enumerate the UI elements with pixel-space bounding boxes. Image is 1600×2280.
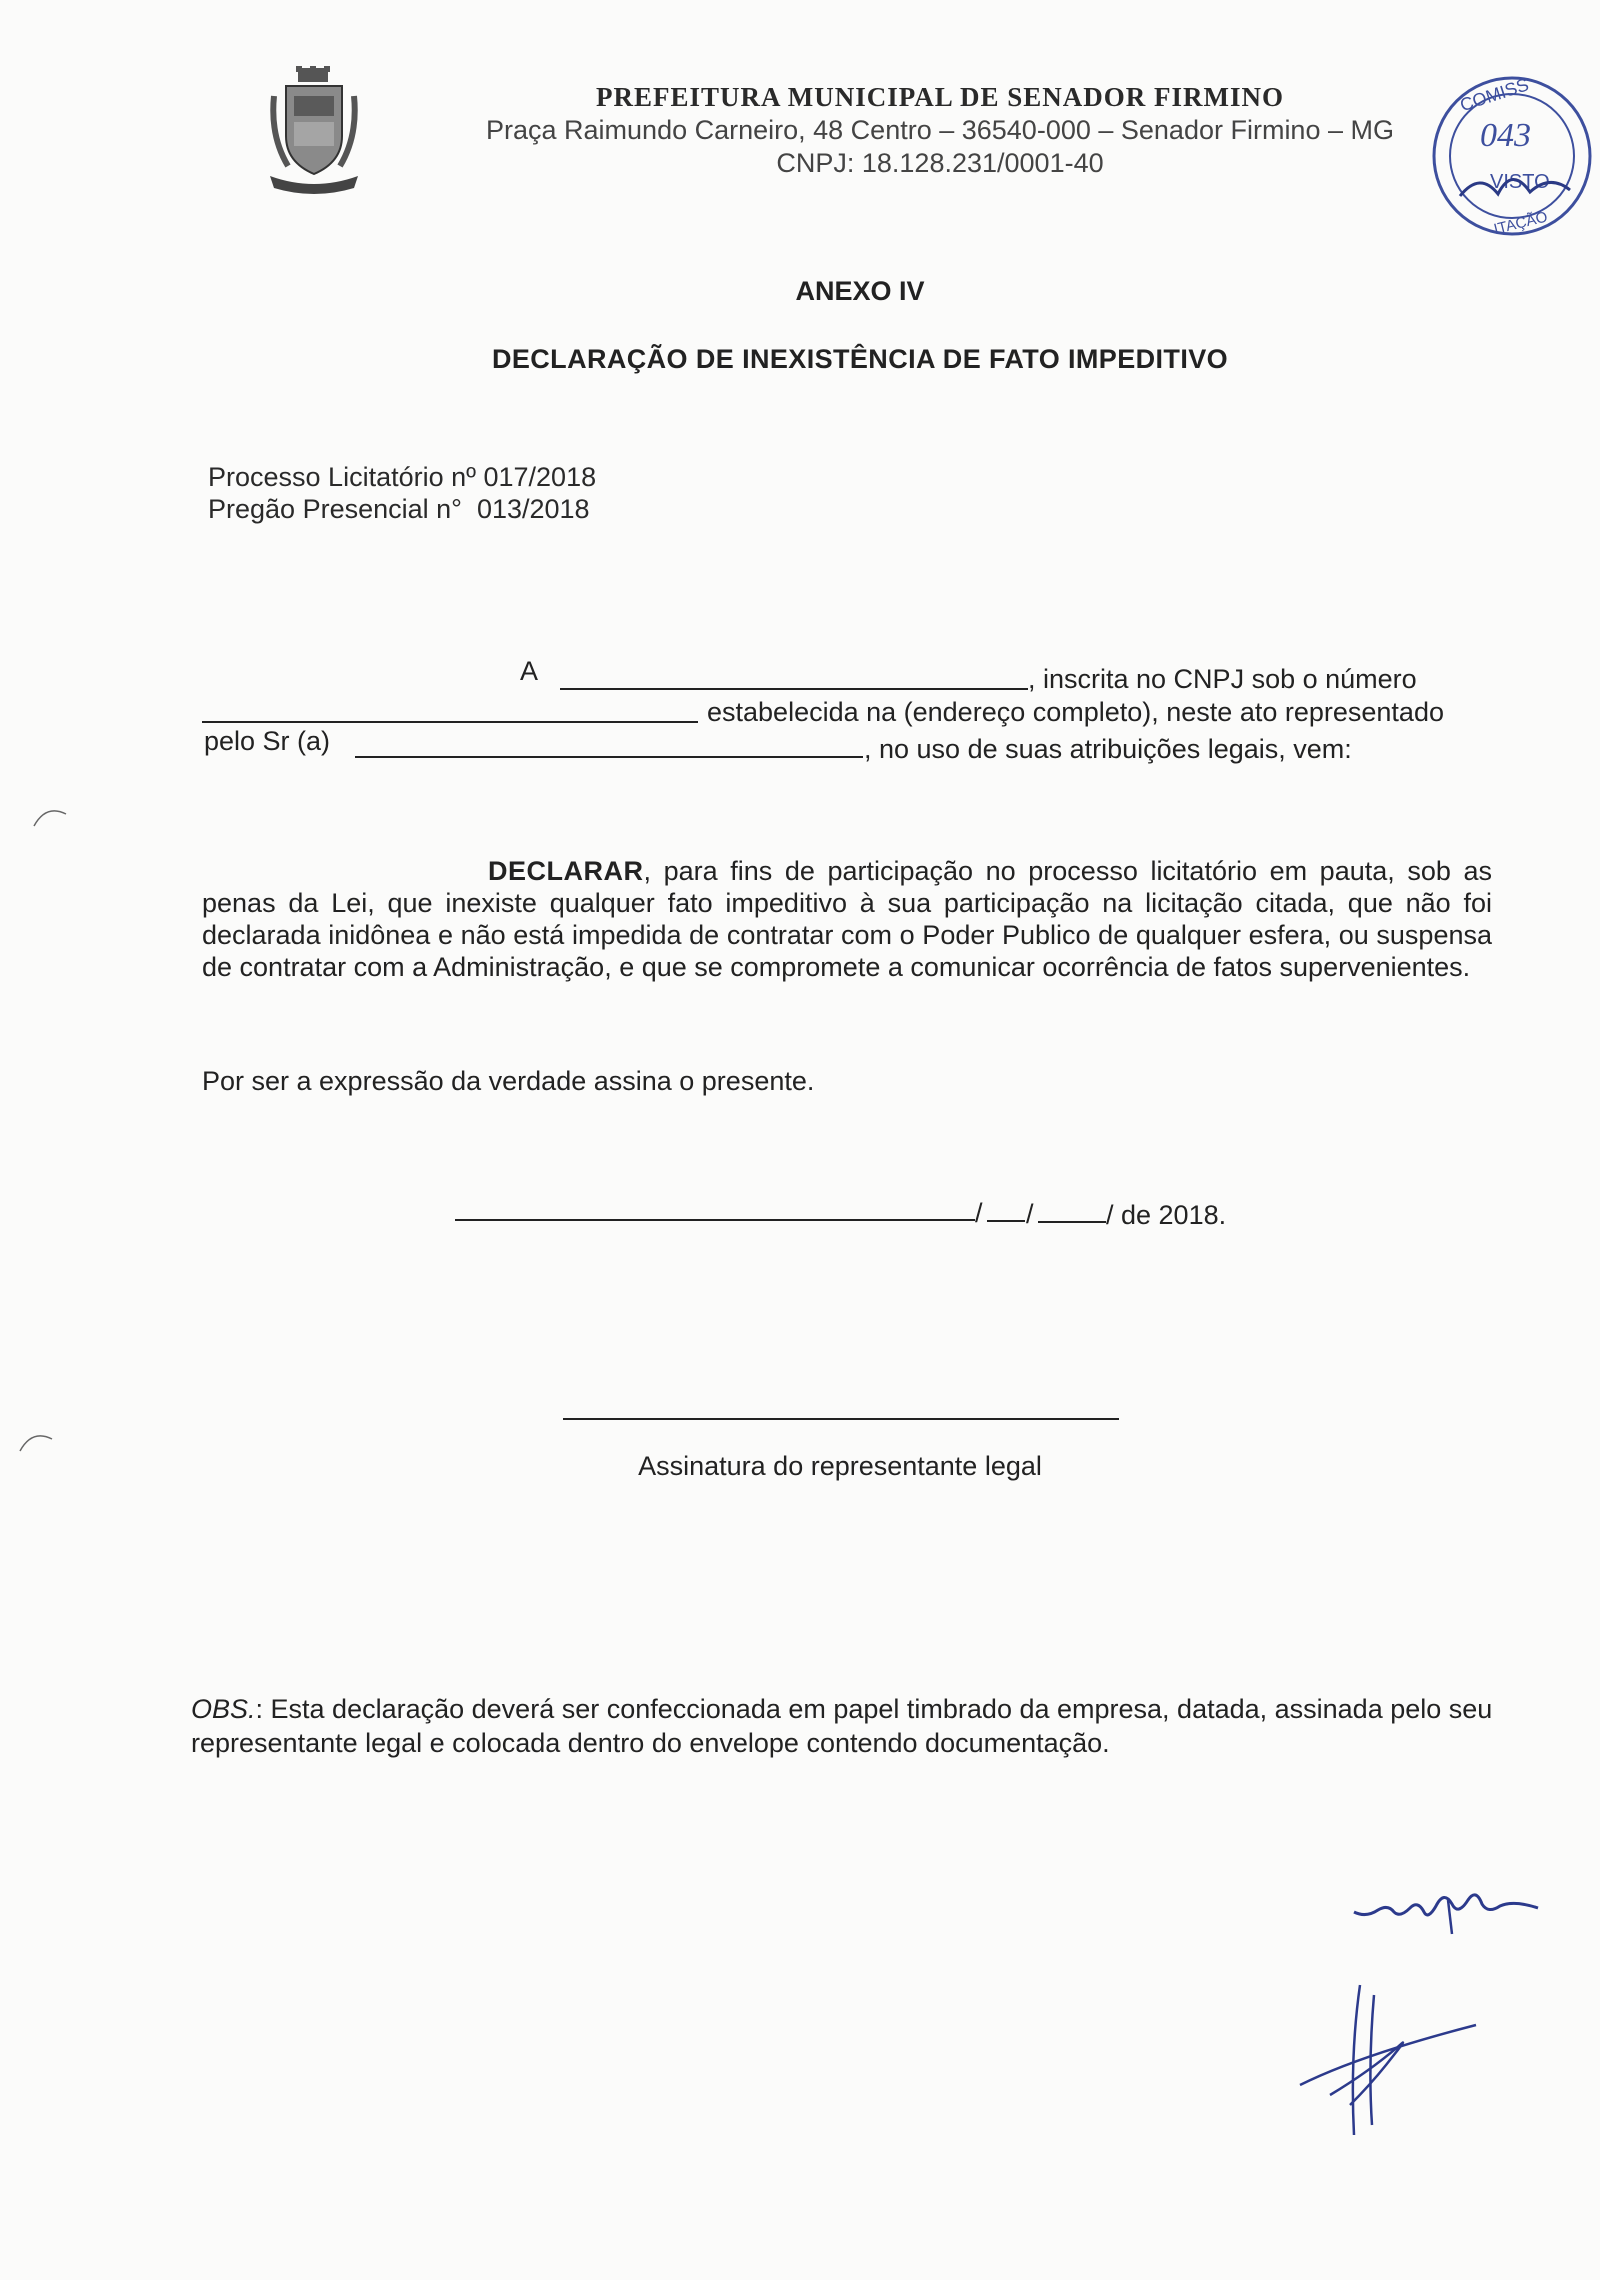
- commission-stamp: [1420, 66, 1600, 256]
- auction-number: Pregão Presencial n° 013/2018: [208, 494, 590, 524]
- observation-note: [191, 1692, 1501, 1760]
- scan-margin-mark: [30, 800, 70, 830]
- organization-name: PREFEITURA MUNICIPAL DE SENADOR FIRMINO: [595, 82, 1285, 112]
- day-blank[interactable]: [987, 1220, 1025, 1222]
- representative-name-blank[interactable]: [355, 756, 863, 758]
- obs-label: OBS.: [191, 1694, 256, 1724]
- scan-margin-mark: [16, 1425, 56, 1455]
- stamp-word: VISTO: [1490, 171, 1550, 193]
- municipal-coat-of-arms-icon: [268, 66, 360, 194]
- closing-sentence: Por ser a expressão da verdade assina o presente.: [202, 1066, 815, 1096]
- signature-label: Assinatura do representante legal: [638, 1451, 1042, 1481]
- date-year: / de 2018.: [1106, 1200, 1227, 1230]
- intro-uso: , no uso de suas atribuições legais, vem:: [864, 734, 1352, 764]
- organization-cnpj: CNPJ: 18.128.231/0001-40: [776, 148, 1104, 178]
- handwritten-rubric-1: [1348, 1860, 1548, 1940]
- annex-title: ANEXO IV: [795, 276, 925, 306]
- declaration-lead: DECLARAR: [488, 856, 644, 886]
- stamp-text-bottom: ITAÇÃO: [1492, 208, 1550, 239]
- company-name-blank[interactable]: [560, 688, 1028, 690]
- obs-text: : Esta declaração deverá ser confeccionada em papel timbrado da empresa, datada, assinada pelo seu representante legal e colocada dentro do envelope contendo documentação.: [191, 1694, 1493, 1758]
- cnpj-number-blank[interactable]: [202, 721, 698, 723]
- organization-address: Praça Raimundo Carneiro, 48 Centro – 36540-000 – Senador Firmino – MG: [486, 115, 1394, 145]
- signature-line[interactable]: [563, 1418, 1119, 1420]
- month-blank[interactable]: [1038, 1221, 1106, 1223]
- declaration-title: DECLARAÇÃO DE INEXISTÊNCIA DE FATO IMPEDITIVO: [491, 344, 1229, 374]
- letterhead: [440, 82, 1440, 179]
- intro-a: A: [520, 656, 539, 686]
- date-slash-2: /: [1026, 1199, 1034, 1229]
- process-info: [208, 461, 596, 525]
- process-number: Processo Licitatório nº 017/2018: [208, 462, 597, 492]
- stamp-text-top: COMISS: [1457, 74, 1532, 116]
- date-slash-1: /: [975, 1198, 983, 1228]
- intro-estabelecida: estabelecida na (endereço completo), neste ato representado: [707, 697, 1444, 727]
- stamp-number: 043: [1480, 117, 1531, 154]
- intro-pelo-sr: pelo Sr (a): [204, 726, 331, 756]
- declaration-body: , para fins de participação no processo licitatório em pauta, sob as penas da Lei, que inexiste qualquer fato impeditivo à sua participação na licitação citada, que não foi declarada inidônea e não está impedida de contratar com o Poder Publico de qualquer esfera, ou suspensa de contratar com a Administração, e que se compromete a comunicar ocorrência de fatos supervenientes.: [202, 856, 1492, 982]
- place-blank[interactable]: [455, 1219, 975, 1221]
- handwritten-rubric-2: [1290, 1975, 1480, 2145]
- declaration-paragraph: [202, 855, 1492, 983]
- intro-inscrita: , inscrita no CNPJ sob o número: [1028, 664, 1417, 694]
